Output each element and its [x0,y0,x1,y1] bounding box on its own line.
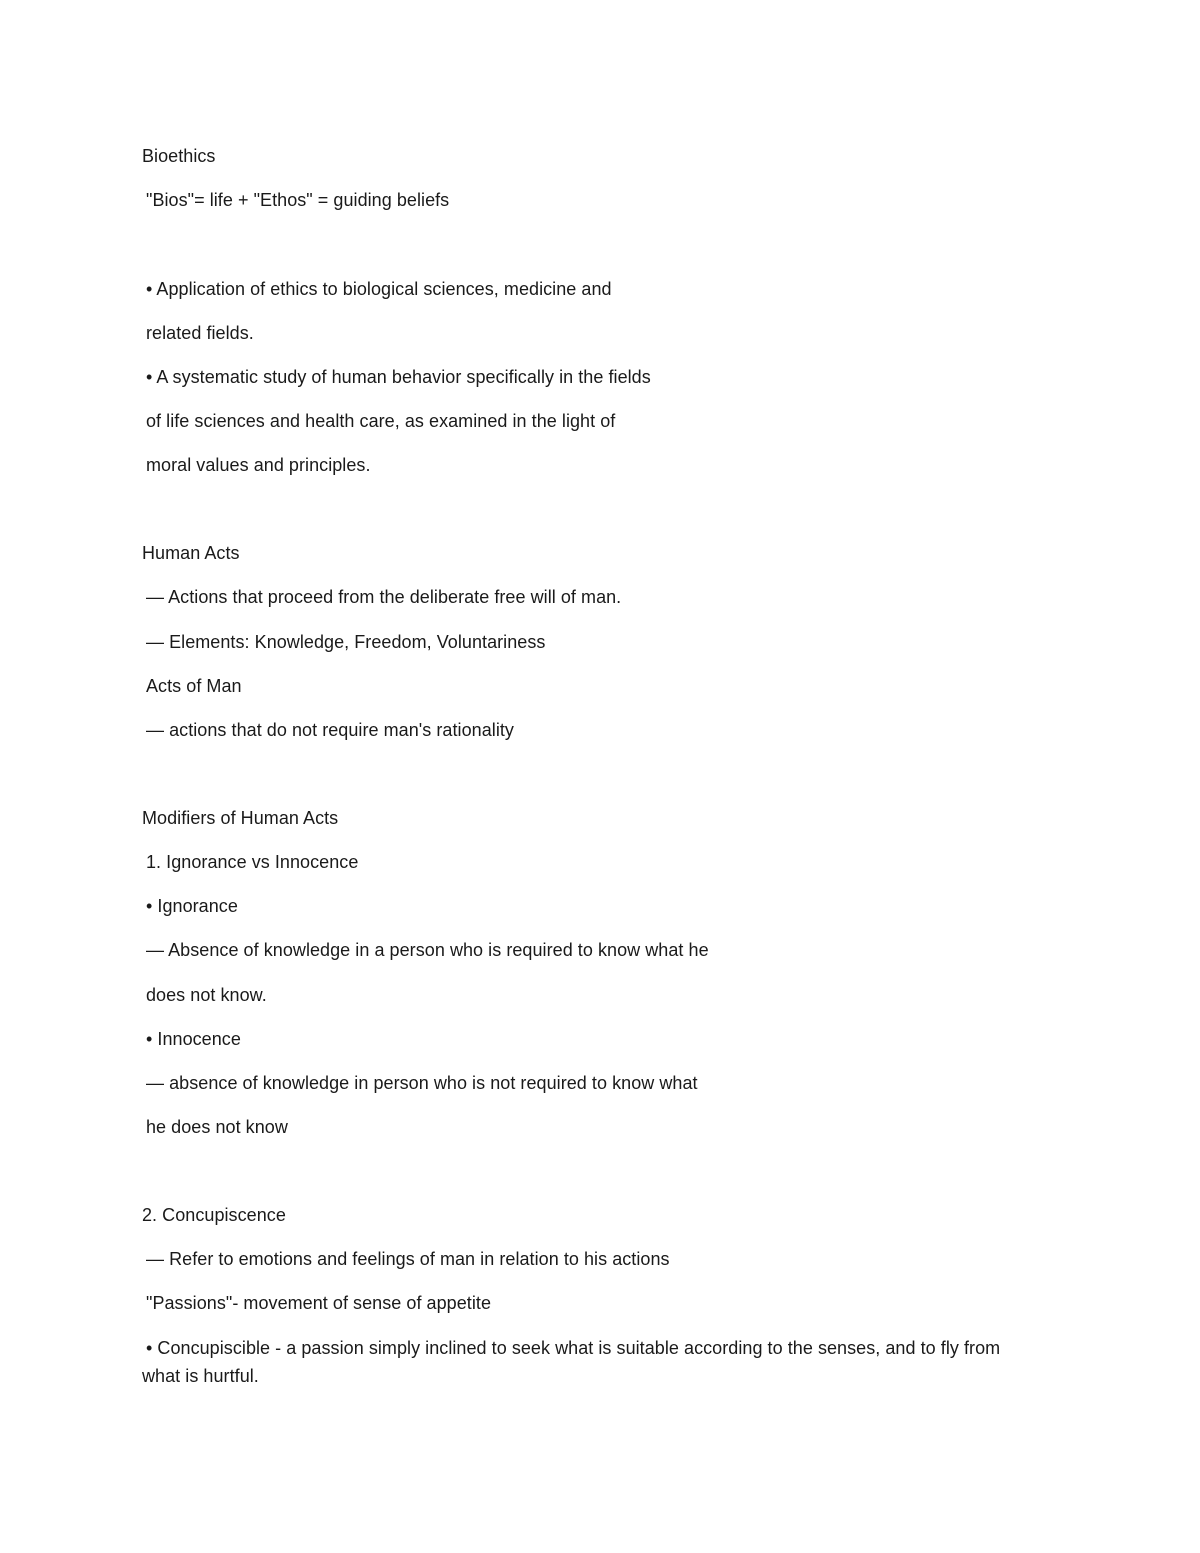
section-title-human-acts: Human Acts [142,543,240,563]
dash-line: — Refer to emotions and feelings of man in relation to his actions [146,1249,670,1269]
etymology-line: "Bios"= life + "Ethos" = guiding beliefs [146,190,450,210]
subheading-acts-of-man: Acts of Man [146,676,242,696]
text-line: of life sciences and health care, as examined in the light of [146,411,616,431]
bullet-line: • Ignorance [146,896,238,916]
section-title-bioethics: Bioethics [142,146,216,166]
numbered-item: 2. Concupiscence [142,1205,286,1225]
dash-line: — absence of knowledge in person who is not required to know what [146,1073,698,1093]
bullet-line: • Concupiscible - a passion simply inclined to seek what is suitable according to the senses, and to fly from what is hurtful. [142,1338,1001,1386]
dash-line: — Absence of knowledge in a person who is required to know what he [146,940,709,960]
section-title-modifiers: Modifiers of Human Acts [142,808,339,828]
dash-line: — Actions that proceed from the deliberate free will of man. [146,587,622,607]
text-line: related fields. [146,323,254,343]
dash-line: — actions that do not require man's rationality [146,720,514,740]
text-line: moral values and principles. [146,455,371,475]
dash-line: — Elements: Knowledge, Freedom, Voluntariness [146,632,546,652]
bullet-line: • Innocence [146,1029,241,1049]
text-line: he does not know [146,1117,288,1137]
text-line: "Passions"- movement of sense of appetite [146,1293,492,1313]
bullet-line: • Application of ethics to biological sciences, medicine and [146,279,612,299]
numbered-item: 1. Ignorance vs Innocence [146,852,359,872]
bullet-line: • A systematic study of human behavior specifically in the fields [146,367,651,387]
text-line: does not know. [146,985,267,1005]
